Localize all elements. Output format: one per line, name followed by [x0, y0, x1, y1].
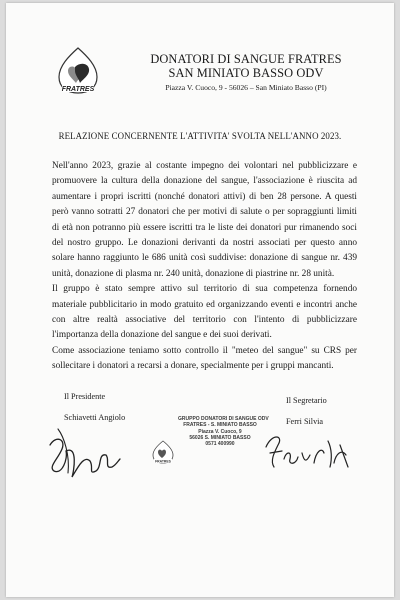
stamp-line3: Piazza V. Cuoco, 9	[198, 428, 242, 435]
stamp-logo	[152, 440, 174, 464]
report-title: RELAZIONE CONCERNENTE L'ATTIVITA' SVOLTA NELL'ANNO 2023.	[58, 131, 342, 141]
paragraph-donations: Nell'anno 2023, grazie al costante impegno dei volontari nel pubblicizzare e promuovere la cultura della donazione del sangue, l'associazione è riuscita ad aumentare i propri iscritti (nonché donatori attivi) di ben 28 persone. A questi però vanno sotratti 27 donatori che per motivi di salute o per sopraggiunti limiti di età non potranno più essere iscritti tra le liste dei donatori pur rimanendo soci del nostro gruppo. Le donazioni derivanti da nostri associati per questo anno solare hanno raggiunto le 686 unità così suddivise: donazione di sangue nr. 439 unità, donazione di plasma nr. 240 unità, donazione di piastrine nr. 28 unità.	[52, 161, 357, 279]
paragraph-activities: Il gruppo è stato sempre attivo sul territorio di sua competenza fornendo materiale pubblicitario in modo gratuito ed organizzando eventi e incontri anche con altre realtà associative del territorio con l'intento di pubblicizzare l'importanza della donazione del sangue e dei suoi derivati.	[52, 284, 357, 341]
document-page	[6, 3, 394, 597]
association-stamp	[152, 416, 269, 478]
president-role: Il Presidente	[64, 392, 106, 401]
stamp-line5: 0571 400990	[205, 441, 235, 448]
secretary-name: Ferri Silvia	[286, 417, 324, 426]
org-name-line2: SAN MINIATO BASSO ODV	[168, 65, 324, 80]
secretary-role: Il Segretario	[286, 396, 327, 405]
president-name: Schiavetti Angiolo	[64, 413, 126, 422]
org-name-line1: DONATORI DI SANGUE FRATRES	[150, 52, 342, 66]
fratres-logo	[56, 47, 100, 95]
president-signature	[44, 415, 124, 485]
stamp-text	[178, 416, 269, 448]
paragraph-blood-weather: Come associazione teniamo sotto controllo il "meteo del sangue" su CRS per sollecitare i donatori a recarsi a donare, specialmente per i gruppi mancanti.	[52, 345, 357, 372]
report-body	[52, 159, 357, 375]
secretary-signature	[262, 423, 354, 477]
stamp-logo-text: FRATRES	[155, 459, 171, 464]
stamp-line4: 56026 S. MINIATO BASSO	[189, 434, 251, 441]
stamp-line1: GRUPPO DONATORI DI SANGUE ODV	[178, 416, 269, 422]
org-address: Piazza V. Cuoco, 9 - 56026 – San Miniato Basso (PI)	[165, 83, 327, 92]
logo-text: FRATRES	[61, 86, 95, 93]
letterhead	[126, 53, 366, 92]
stamp-line2: FRATRES - S. MINIATO BASSO	[183, 422, 257, 429]
